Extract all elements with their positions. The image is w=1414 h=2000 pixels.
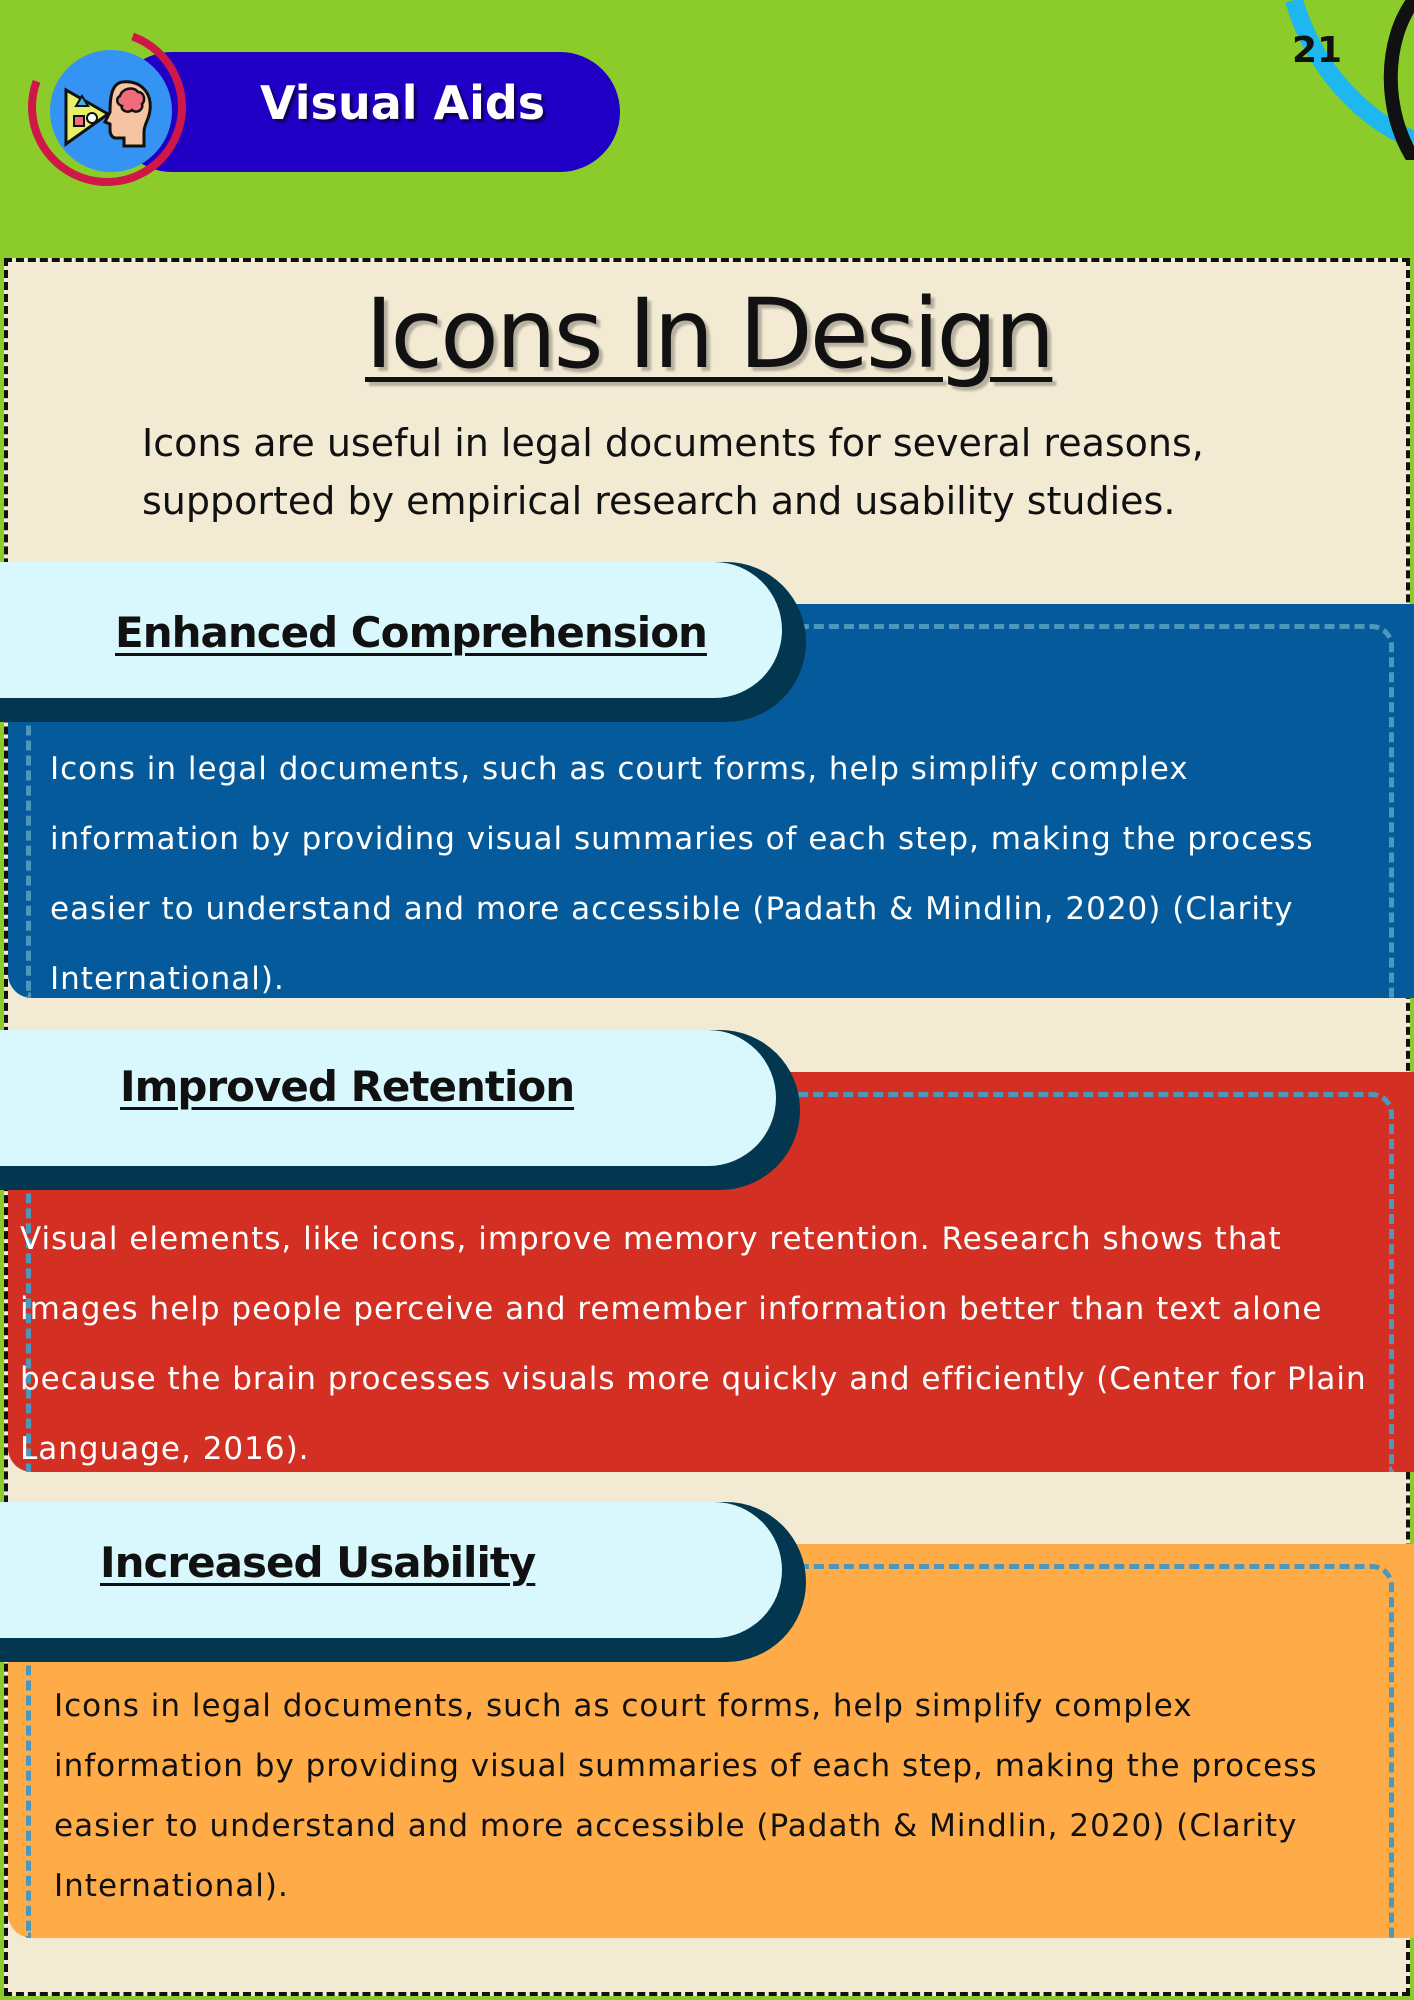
section-title-enhanced-comprehension: Enhanced Comprehension — [115, 608, 707, 657]
corner-arc-decoration — [1264, 0, 1414, 160]
section-text-increased-usability: Icons in legal documents, such as court forms, help simplify complex information by providing visual summaries of each step, making the process easier to understand and more accessible (Padath & Mindlin, 2020) (Clarity International). — [54, 1688, 1318, 1904]
page-title: Icons In Design — [365, 278, 1053, 390]
header-title: Visual Aids — [260, 76, 546, 130]
section-text-improved-retention: Visual elements, like icons, improve memory retention. Research shows that images help people perceive and remember information better than text alone because the brain processes visuals more quickly and efficiently (Center for Plain Language, 2016). — [20, 1221, 1367, 1467]
section-text-enhanced-comprehension: Icons in legal documents, such as court forms, help simplify complex information by providing visual summaries of each step, making the process easier to understand and more accessible (Padath & Mindlin, 2020) (Clarity International). — [50, 751, 1314, 997]
intro-paragraph: Icons are useful in legal documents for several reasons, supported by empirical research and usability studies. — [142, 421, 1204, 523]
section-title-increased-usability: Increased Usability — [100, 1538, 536, 1587]
page-number: 21 — [1292, 30, 1343, 71]
section-title-improved-retention: Improved Retention — [120, 1062, 575, 1111]
head-with-shapes-icon — [50, 50, 172, 172]
